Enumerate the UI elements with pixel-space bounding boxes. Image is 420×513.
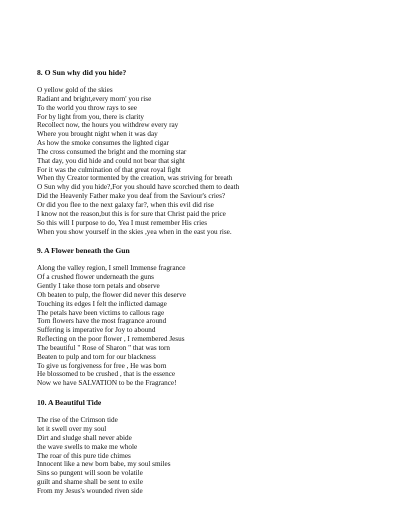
poem-lines	[37, 86, 407, 236]
poem-line: O yellow gold of the skies	[37, 86, 113, 94]
poem-line: O Sun why did you hide?,For you should have scorched them to death	[37, 183, 240, 192]
poem-line: Recollect now, the hours you withdrew every ray	[37, 121, 179, 130]
poem-line: To the world you throw rays to see	[37, 103, 137, 112]
poem-line: When you show yourself in the skies ,yea when in the east you rise.	[37, 227, 232, 236]
poem-line: Where you brought night when it was day	[37, 130, 158, 139]
poem-line: Along the valley region, I smell Immense fragrance	[37, 264, 186, 273]
poem-line: For it was the culmination of that great royal fight	[37, 165, 181, 174]
poem-line: Gently I take those torn petals and observe	[37, 282, 160, 291]
poem-line: That day, you did hide and could not bear that sight	[37, 156, 185, 165]
poem-line: Torn flowers have the most fragrance around	[37, 317, 167, 326]
poem-line: Touching its edges I felt the inflicted damage	[37, 299, 167, 308]
poem-sun	[37, 68, 407, 236]
poem-flower	[37, 246, 407, 388]
poem-line: As how the smoke consumes the lighted cigar	[37, 139, 169, 148]
poem-line: The rise of the Crimson tide	[37, 416, 118, 425]
poem-line: Beaten to pulp and torn for our blackness	[37, 352, 156, 361]
poem-line: I know not the reason,but this is for sure that Christ paid the price	[37, 209, 226, 218]
poem-line: let it swell over my soul	[37, 425, 107, 433]
poem-line: Of a crushed flower underneath the guns	[37, 273, 154, 282]
poem-line: Radiant and bright,every morn' you rise	[37, 94, 152, 103]
poem-line: Now we have SALVATION to be the Fragrance!	[37, 379, 177, 388]
poem-line: Reflecting on the poor flower , I remembered Jesus	[37, 335, 185, 344]
poem-line: The petals have been victims to callous rage	[37, 308, 165, 317]
poem-line: Suffering is imperative for Joy to abound	[37, 326, 156, 335]
poem-title: 8. O Sun why did you hide?	[37, 68, 127, 77]
poem-line: From my Jesus's wounded riven side	[37, 486, 143, 495]
poem-line: the wave swells to make me whole	[37, 442, 138, 451]
poem-line: Oh beaten to pulp, the flower did never this deserve	[37, 290, 186, 299]
poem-line: To give us forgiveness for free , He was born	[37, 361, 167, 370]
poem-title: 9. A Flower beneath the Gun	[37, 246, 130, 256]
poem-line: The roar of this pure tide chimes	[37, 451, 131, 460]
poem-line: So this will I purpose to do, Yea I must remember His cries	[37, 218, 208, 227]
poem-tide	[37, 398, 407, 496]
poem-title: 10. A Beautiful Tide	[37, 398, 102, 408]
poem-line: The cross consumed the bright and the morning star	[37, 147, 187, 156]
poem-line: Dirt and sludge shall never abide	[37, 433, 132, 442]
poem-line: Sins so pungent will soon be volatile	[37, 469, 143, 478]
poem-line: When thy Creator tormented by the creation, was striving for breath	[37, 174, 233, 183]
poem-line: guilt and shame shall be sent to exile	[37, 478, 143, 487]
poem-line: Or did you flee to the next galaxy far?, when this evil did rise	[37, 200, 214, 209]
poem-line: Did the Heavenly Father make you deaf from the Saviour's cries?	[37, 192, 226, 201]
poem-line: The beautiful " Rose of Sharon " that was torn	[37, 343, 171, 352]
poem-line: For by light from you, there is clarity	[37, 112, 144, 121]
poem-line: Innocent like a new born babe, my soul smiles	[37, 460, 171, 469]
poem-line: He blossomed to be crushed , that is the essence	[37, 370, 176, 379]
poem-lines	[37, 264, 407, 388]
document-page	[37, 68, 407, 496]
poem-lines	[37, 416, 407, 496]
